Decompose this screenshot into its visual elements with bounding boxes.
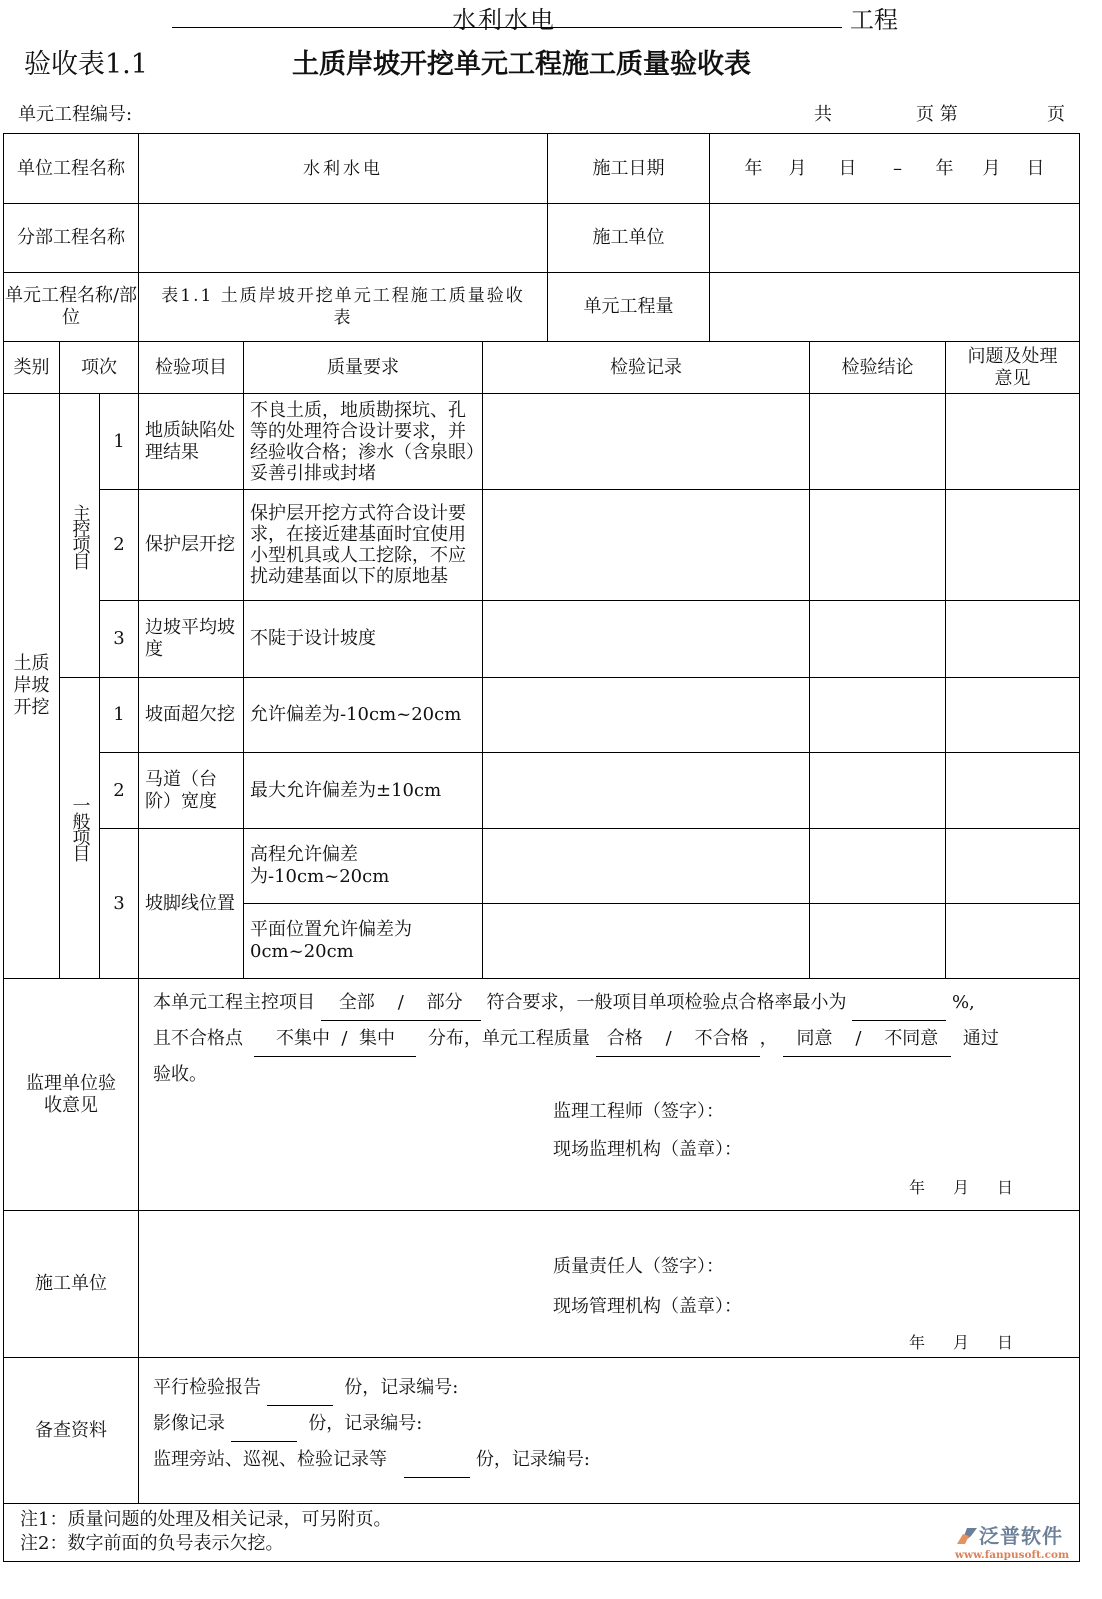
- form-title: 土质岸坡开挖单元工程施工质量验收表: [292, 49, 751, 80]
- col-quality-requirement: 质量要求: [244, 342, 483, 394]
- issues-cell[interactable]: [946, 601, 1080, 678]
- inspection-record-cell[interactable]: [483, 601, 810, 678]
- inspection-item: 保护层开挖: [139, 490, 244, 601]
- issues-cell[interactable]: [946, 394, 1080, 490]
- conclusion-cell[interactable]: [810, 601, 946, 678]
- conclusion-cell[interactable]: [810, 490, 946, 601]
- construction-date-label: 施工日期: [548, 134, 710, 204]
- inspection-item: 边坡平均坡度: [139, 601, 244, 678]
- contractor-opinion: [139, 1211, 1080, 1358]
- engineer-signature-label: 监理工程师（签字）：: [553, 1101, 725, 1122]
- group-general: 一般项目: [60, 678, 100, 979]
- supervision-seal-label: 现场监理机构（盖章）：: [553, 1139, 743, 1160]
- quality-requirement: 允许偏差为-10cm~20cm: [244, 678, 483, 753]
- item-no: 2: [100, 753, 139, 829]
- element-quantity-value[interactable]: [710, 273, 1080, 342]
- col-category: 类别: [4, 342, 60, 394]
- page-total-label: 共: [814, 104, 832, 125]
- element-name-label: 单元工程名称/部位: [4, 273, 139, 342]
- fanpu-logo-icon: [955, 1524, 979, 1546]
- col-inspection-record: 检验记录: [483, 342, 810, 394]
- reference-label: 备查资料: [4, 1358, 139, 1504]
- item-no: 1: [100, 394, 139, 490]
- conclusion-cell[interactable]: [810, 678, 946, 753]
- quality-requirement: 最大允许偏差为±10cm: [244, 753, 483, 829]
- contractor-section-label: 施工单位: [4, 1211, 139, 1358]
- unit-project-value[interactable]: 水利水电: [139, 134, 548, 204]
- issues-cell[interactable]: [946, 753, 1080, 829]
- sub-project-value[interactable]: [139, 204, 548, 273]
- item-no: 3: [100, 601, 139, 678]
- inspection-item: 马道（台阶）宽度: [139, 753, 244, 829]
- option-agree[interactable]: 同意 / 不同意: [783, 1021, 951, 1057]
- inspection-record-cell[interactable]: [483, 394, 810, 490]
- col-inspection-item: 检验项目: [139, 342, 244, 394]
- parallel-report-count[interactable]: [267, 1370, 333, 1406]
- item-no: 1: [100, 678, 139, 753]
- sub-project-label: 分部工程名称: [4, 204, 139, 273]
- page-mid-label: 页 第: [916, 104, 958, 125]
- option-quality[interactable]: 合格 / 不合格: [596, 1021, 760, 1057]
- watermark-url: www.fanpusoft.com: [955, 1549, 1070, 1561]
- issues-cell[interactable]: [946, 678, 1080, 753]
- issues-cell[interactable]: [946, 904, 1080, 979]
- element-name-value[interactable]: 表1.1 土质岸坡开挖单元工程施工质量验收表: [139, 273, 548, 342]
- pass-rate-field[interactable]: [852, 985, 946, 1021]
- inspection-item: 坡面超欠挖: [139, 678, 244, 753]
- unit-project-label: 单位工程名称: [4, 134, 139, 204]
- group-main: 主控项目: [60, 394, 100, 678]
- supervision-date[interactable]: 年 月 日: [909, 1178, 1014, 1197]
- conclusion-cell[interactable]: [810, 394, 946, 490]
- quality-requirement: 保护层开挖方式符合设计要求，在接近建基面时宜使用小型机具或人工挖除，不应扰动建基面以下的原地基: [244, 490, 483, 601]
- watermark: [955, 1520, 1069, 1561]
- acceptance-table: [3, 133, 1080, 1562]
- supervision-opinion: 本单元工程主控项目 全部 / 部分 符合要求，一般项目单项检验点合格率最小为 %, 且不合格点 不集中 / 集中 分布，单元工程质量 合格 / 不合格 ， 同意 / 不同意 通过 验收。 监理工程师（签字）： 现场监理机构（盖章）： 年 月 日: [139, 979, 1080, 1211]
- item-no: 3: [100, 829, 139, 979]
- conclusion-cell[interactable]: [810, 753, 946, 829]
- project-suffix: 工程: [850, 6, 898, 34]
- issues-cell[interactable]: [946, 829, 1080, 904]
- reference-content: 平行检验报告 份，记录编号: 影像记录 份，记录编号: 监理旁站、巡视、检验记录等 份，记录编号:: [139, 1358, 1080, 1504]
- category-cell: 土质岸坡开挖: [4, 394, 60, 979]
- contractor-date[interactable]: 年 月 日: [909, 1333, 1014, 1352]
- option-distribution[interactable]: 不集中 / 集中: [254, 1021, 416, 1057]
- inspection-record-cell[interactable]: [483, 829, 810, 904]
- option-all-or-part[interactable]: 全部 / 部分: [321, 985, 481, 1021]
- project-name-underline: [172, 27, 842, 28]
- unit-number-label: 单元工程编号:: [18, 104, 133, 125]
- notes: [4, 1504, 1080, 1562]
- inspection-record-cell[interactable]: [483, 753, 810, 829]
- note-1: 注1：质量问题的处理及相关记录，可另附页。: [20, 1509, 392, 1530]
- quality-requirement: 不陡于设计坡度: [244, 601, 483, 678]
- quality-requirement: 高程允许偏差为-10cm~20cm: [244, 829, 483, 904]
- inspection-record-cell[interactable]: [483, 904, 810, 979]
- quality-requirement: 平面位置允许偏差为0cm~20cm: [244, 904, 483, 979]
- inspection-record-cell[interactable]: [483, 678, 810, 753]
- col-item-no: 项次: [60, 342, 139, 394]
- element-quantity-label: 单元工程量: [548, 273, 710, 342]
- col-conclusion: 检验结论: [810, 342, 946, 394]
- supervision-record-count[interactable]: [404, 1442, 470, 1478]
- note-2: 注2：数字前面的负号表示欠挖。: [20, 1533, 284, 1554]
- quality-requirement: 不良土质，地质勘探坑、孔等的处理符合设计要求，并经验收合格；渗水（含泉眼）妥善引排或封堵: [244, 394, 483, 490]
- inspection-record-cell[interactable]: [483, 490, 810, 601]
- conclusion-cell[interactable]: [810, 904, 946, 979]
- issues-cell[interactable]: [946, 490, 1080, 601]
- conclusion-cell[interactable]: [810, 829, 946, 904]
- contractor-value[interactable]: [710, 204, 1080, 273]
- quality-responsible-label: 质量责任人（签字）：: [553, 1256, 725, 1277]
- inspection-item: 地质缺陷处理结果: [139, 394, 244, 490]
- form-number: 验收表1.1: [24, 49, 148, 80]
- inspection-item: 坡脚线位置: [139, 829, 244, 979]
- contractor-seal-label: 现场管理机构（盖章）：: [553, 1296, 743, 1317]
- construction-date-range[interactable]: 年 月 日 – 年 月 日: [710, 134, 1080, 204]
- supervision-label: 监理单位验收意见: [4, 979, 139, 1211]
- item-no: 2: [100, 490, 139, 601]
- project-name: 水利水电: [452, 6, 556, 34]
- page-end-label: 页: [1047, 104, 1065, 125]
- image-record-count[interactable]: [231, 1406, 297, 1442]
- col-issues: 问题及处理意见: [946, 342, 1080, 394]
- contractor-label: 施工单位: [548, 204, 710, 273]
- watermark-brand: 泛普软件: [979, 1524, 1063, 1548]
